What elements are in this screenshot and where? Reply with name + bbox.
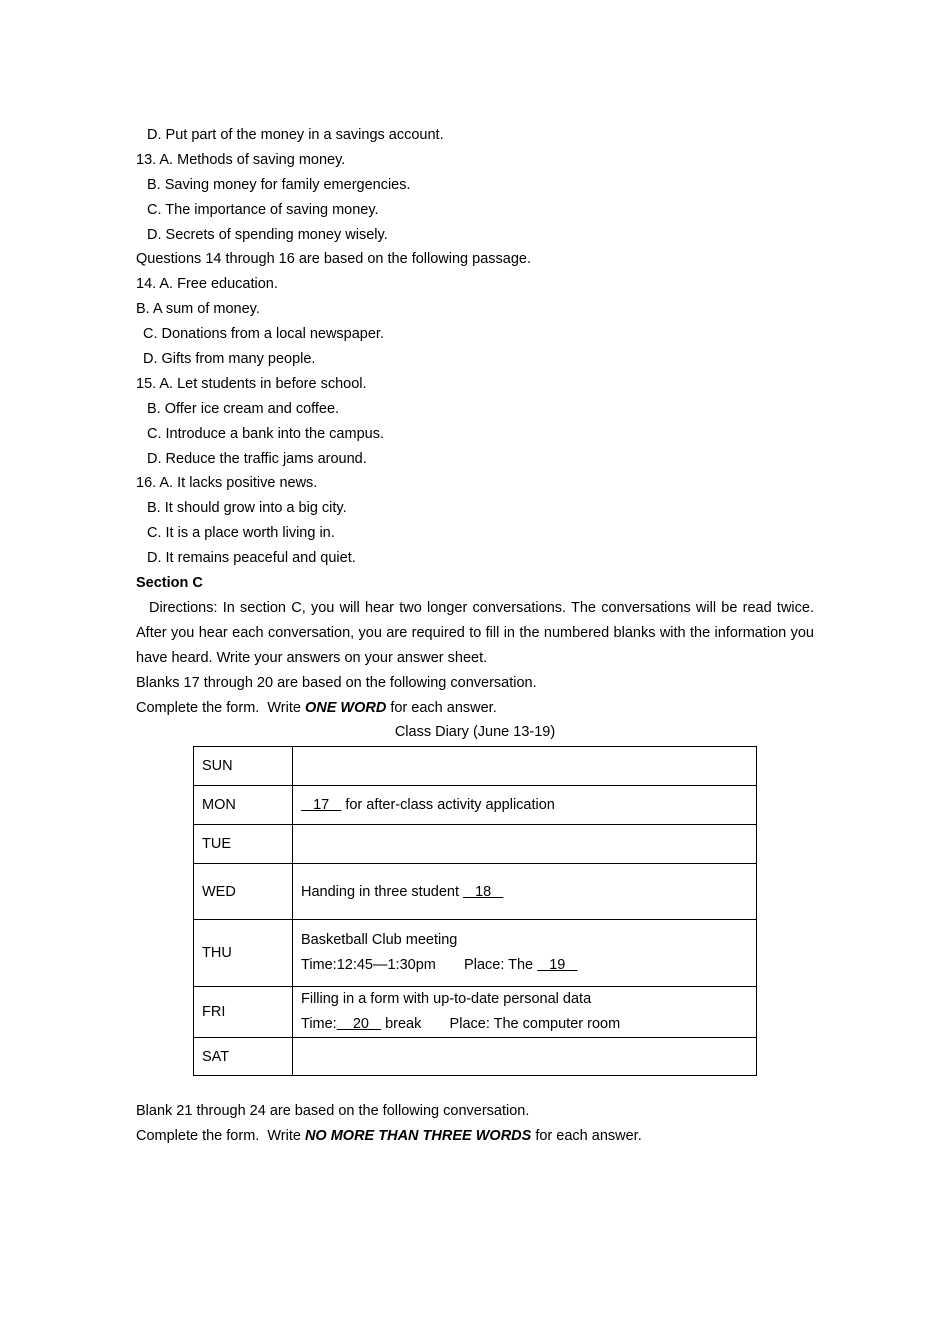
thu-time-text: Time:12:45—1:30pm Place: The [301,957,538,973]
option-16d: D. It remains peaceful and quiet. [147,550,356,567]
blank-18: 18 [463,883,504,900]
day-label: SUN [194,747,293,786]
day-content [293,786,757,825]
table-row-wed [194,864,757,920]
day-label: WED [194,864,293,920]
table-row-tue [194,825,757,864]
day-label: MON [194,786,293,825]
instruction-emphasis: NO MORE THAN THREE WORDS [304,1127,532,1144]
fri-time-place [301,1012,748,1037]
blank-17: 17 [301,797,342,813]
table-row-thu [194,920,757,987]
passage-intro-14-16: Questions 14 through 16 are based on the following passage. [136,251,531,268]
section-title: Section C [136,575,203,592]
day-label: SAT [194,1038,293,1076]
day-content [293,825,757,864]
table-caption: Class Diary (June 13-19) [394,724,556,741]
option-15b: B. Offer ice cream and coffee. [147,400,340,417]
instruction-suffix: for each answer. [386,699,497,716]
fri-event: Filling in a form with up-to-date personal data [301,991,592,1007]
mon-text: for after-class activity application [341,797,555,813]
thu-time-place [301,953,748,978]
blank-20: 20 [336,1016,382,1032]
blanks-intro-21-24: Blank 21 through 24 are based on the following conversation. [136,1103,530,1119]
day-label: FRI [194,987,293,1038]
option-16b: B. It should grow into a big city. [147,500,347,517]
day-label: TUE [194,825,293,864]
class-diary-table [193,746,757,1076]
question-14: 14. A. Free education. [136,276,278,293]
fri-time-suffix: break Place: The computer room [381,1016,621,1032]
day-content [293,864,757,920]
table-row-sat [194,1038,757,1076]
day-content [293,987,757,1038]
option-15c: C. Introduce a bank into the campus. [147,425,384,442]
option-14b: B. A sum of money. [136,301,260,318]
option-13c: C. The importance of saving money. [147,201,379,218]
day-label: THU [194,920,293,987]
table-row-fri [194,987,757,1038]
blanks-intro-17-20: Blanks 17 through 20 are based on the following conversation. [136,674,537,691]
question-16: 16. A. It lacks positive news. [136,475,318,492]
thu-event: Basketball Club meeting [301,932,458,948]
day-content [293,920,757,987]
instruction-emphasis: ONE WORD [304,699,387,716]
option-15d: D. Reduce the traffic jams around. [147,450,367,467]
option-12d: D. Put part of the money in a savings account. [147,127,444,143]
instruction-prefix: Complete the form. Write [136,1127,305,1144]
instruction-one-word [136,696,814,721]
instruction-three-words [136,1124,814,1149]
question-13: 13. A. Methods of saving money. [136,151,346,168]
blank-19: 19 [537,957,578,973]
directions-paragraph: Directions: In section C, you will hear two longer conversations. The conversations will be read twice. After you hear each conversation, you are required to fill in the numbered blanks with the information you have heard. Write your answers on your answer sheet. [136,599,814,666]
document-footer-section [136,1099,814,1149]
table-row-sun [194,747,757,786]
fri-time-prefix: Time: [301,1016,337,1032]
option-16c: C. It is a place worth living in. [147,525,335,542]
instruction-prefix: Complete the form. Write [136,699,305,716]
option-14d: D. Gifts from many people. [143,351,316,368]
option-13b: B. Saving money for family emergencies. [147,176,411,193]
instruction-suffix: for each answer. [531,1127,642,1144]
day-content [293,747,757,786]
option-13d: D. Secrets of spending money wisely. [147,226,388,243]
day-content [293,1038,757,1076]
document-body [136,123,814,745]
option-14c: C. Donations from a local newspaper. [143,326,384,343]
wed-text: Handing in three student [301,883,464,900]
question-15: 15. A. Let students in before school. [136,375,367,392]
table-row-mon [194,786,757,825]
